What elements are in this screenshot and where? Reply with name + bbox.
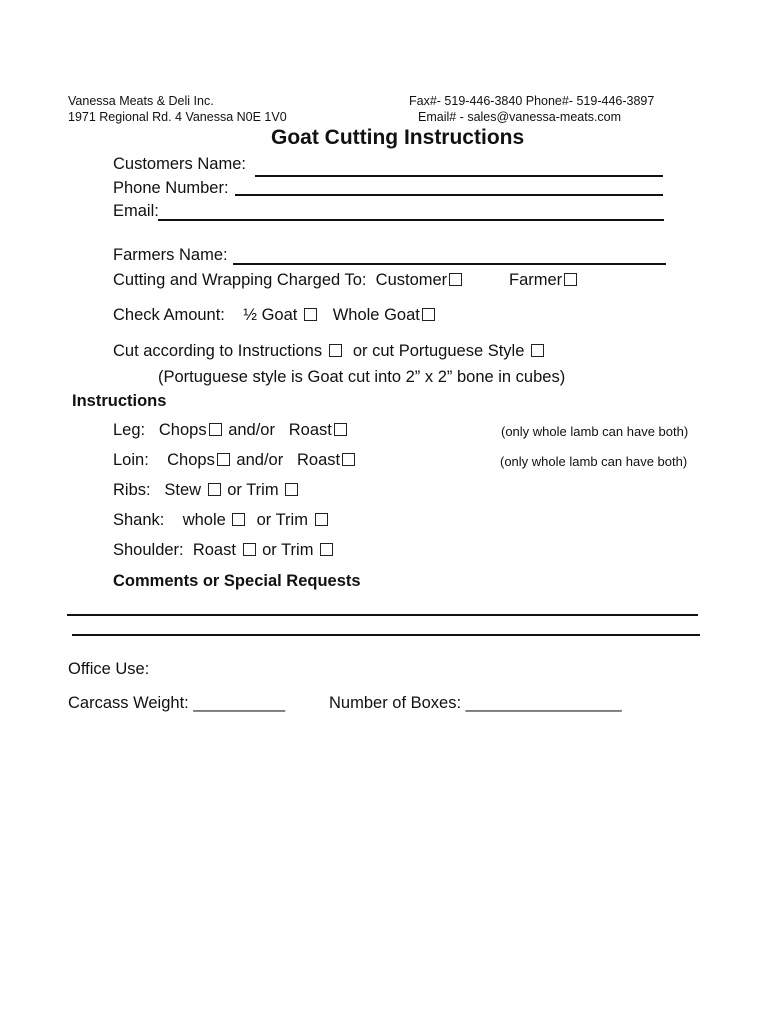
ribs-label: Ribs:	[113, 481, 151, 499]
cut-instructions-label: Cut according to Instructions	[113, 342, 323, 360]
charged-to-label: Cutting and Wrapping Charged To:	[113, 271, 367, 289]
shank-row	[113, 511, 330, 530]
leg-chops-checkbox[interactable]	[209, 423, 222, 436]
whole-goat-label: Whole Goat	[332, 306, 420, 324]
carcass-weight-field[interactable]: Carcass Weight: __________	[68, 694, 286, 712]
loin-row	[113, 451, 357, 470]
shank-label: Shank:	[113, 511, 165, 529]
ribs-trim-label: or Trim	[227, 481, 279, 499]
fax-phone: Fax#- 519-446-3840 Phone#- 519-446-3897	[409, 94, 655, 108]
portuguese-style-label: or cut Portuguese Style	[352, 342, 525, 360]
ribs-row	[113, 481, 300, 500]
customers-name-label: Customers Name:	[113, 155, 246, 173]
ribs-stew-checkbox[interactable]	[208, 483, 221, 496]
loin-roast-checkbox[interactable]	[342, 453, 355, 466]
loin-note: (only whole lamb can have both)	[500, 454, 688, 469]
loin-roast-label: Roast	[296, 451, 341, 469]
ribs-trim-checkbox[interactable]	[285, 483, 298, 496]
loin-chops-label: Chops	[167, 451, 215, 469]
leg-note: (only whole lamb can have both)	[501, 424, 689, 439]
shoulder-trim-label: or Trim	[262, 541, 314, 559]
office-use-label: Office Use:	[68, 660, 150, 678]
customers-name-field[interactable]	[255, 175, 663, 177]
shoulder-roast-label: Roast	[192, 541, 236, 559]
leg-roast-checkbox[interactable]	[334, 423, 347, 436]
shoulder-roast-checkbox[interactable]	[243, 543, 256, 556]
comments-heading: Comments or Special Requests	[113, 572, 361, 590]
instructions-heading: Instructions	[72, 392, 167, 410]
portuguese-style-checkbox[interactable]	[531, 344, 544, 357]
check-amount-row	[113, 306, 437, 325]
half-goat-label: ½ Goat	[243, 306, 298, 324]
farmer-option-label: Farmer	[509, 271, 563, 289]
email-label: Email:	[113, 202, 159, 220]
shank-trim-checkbox[interactable]	[315, 513, 328, 526]
shank-trim-label: or Trim	[256, 511, 308, 529]
farmer-checkbox[interactable]	[564, 273, 577, 286]
cut-instructions-checkbox[interactable]	[329, 344, 342, 357]
farmers-name-label: Farmers Name:	[113, 246, 228, 264]
check-amount-label: Check Amount:	[113, 306, 225, 324]
shoulder-label: Shoulder:	[113, 541, 184, 559]
customer-checkbox[interactable]	[449, 273, 462, 286]
half-goat-checkbox[interactable]	[304, 308, 317, 321]
company-address: 1971 Regional Rd. 4 Vanessa N0E 1V0	[68, 110, 287, 124]
phone-number-label: Phone Number:	[113, 179, 229, 197]
shank-whole-label: whole	[182, 511, 226, 529]
portuguese-note: (Portuguese style is Goat cut into 2” x 2” bone in cubes)	[158, 368, 566, 386]
leg-label: Leg:	[113, 421, 146, 439]
leg-andor-label: and/or	[228, 421, 275, 439]
shank-whole-checkbox[interactable]	[232, 513, 245, 526]
loin-label: Loin:	[113, 451, 149, 469]
leg-roast-label: Roast	[288, 421, 332, 439]
comments-line-1[interactable]	[67, 614, 698, 616]
charged-to-row	[113, 271, 464, 290]
page-title: Goat Cutting Instructions	[271, 126, 525, 149]
cut-style-row	[113, 342, 546, 361]
number-of-boxes-field[interactable]: Number of Boxes: _________________	[329, 694, 622, 712]
company-name: Vanessa Meats & Deli Inc.	[68, 94, 214, 108]
shoulder-trim-checkbox[interactable]	[320, 543, 333, 556]
customer-option-label: Customer	[375, 271, 448, 289]
contact-email: Email# - sales@vanessa-meats.com	[418, 110, 622, 124]
phone-number-field[interactable]	[235, 194, 663, 196]
email-field[interactable]	[158, 219, 664, 221]
farmer-option	[509, 271, 579, 290]
comments-line-2[interactable]	[72, 634, 700, 636]
farmers-name-field[interactable]	[233, 263, 666, 265]
loin-chops-checkbox[interactable]	[217, 453, 230, 466]
loin-andor-label: and/or	[236, 451, 284, 469]
leg-chops-label: Chops	[158, 421, 207, 439]
ribs-stew-label: Stew	[164, 481, 202, 499]
leg-row	[113, 421, 349, 440]
shoulder-row	[113, 541, 335, 560]
whole-goat-checkbox[interactable]	[422, 308, 435, 321]
